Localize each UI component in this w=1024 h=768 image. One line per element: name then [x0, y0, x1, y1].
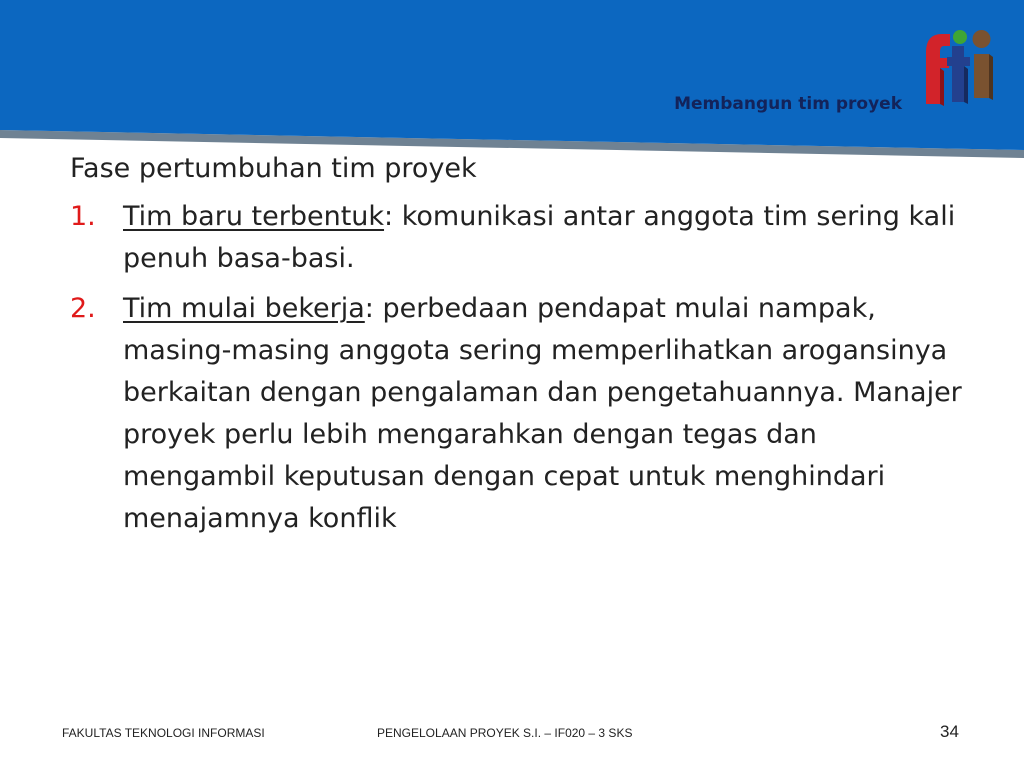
list-item — [70, 288, 970, 540]
fti-logo-icon — [916, 18, 1006, 108]
intro-heading: Fase pertumbuhan tim proyek — [70, 153, 477, 184]
header-band — [0, 0, 1024, 160]
footer-faculty: FAKULTAS TEKNOLOGI INFORMASI — [62, 726, 265, 740]
list-number: 1. — [70, 201, 96, 232]
list-term: Tim baru terbentuk — [123, 201, 385, 232]
header-band-fill — [0, 0, 1024, 150]
list-text: : komunikasi antar anggota tim sering kali penuh basa-basi. — [123, 201, 956, 274]
list-text: : perbedaan pendapat mulai nampak, masing-masing anggota sering memperlihatkan arogansinya berkaitan dengan pengalaman dan pengetahuannya. Manajer proyek perlu lebih mengarahkan dengan tegas dan mengambil keputusan dengan cepat untuk menghindari menajamnya konflik — [123, 293, 962, 534]
list-item — [70, 196, 970, 280]
footer-course: PENGELOLAAN PROYEK S.I. – IF020 – 3 SKS — [377, 726, 633, 740]
list-term: Tim mulai bekerja — [123, 293, 365, 324]
slide-title: Membangun tim proyek — [674, 94, 902, 114]
slide-body — [70, 148, 970, 548]
list-number: 2. — [70, 293, 96, 324]
page-number: 34 — [940, 722, 959, 741]
